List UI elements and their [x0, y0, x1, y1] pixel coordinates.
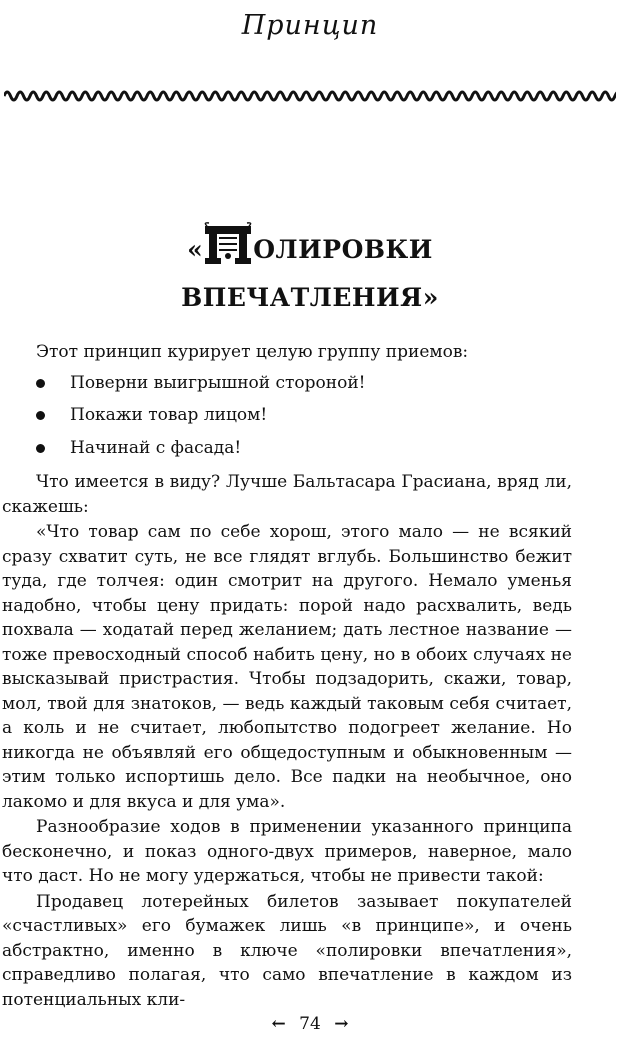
body-text	[2, 340, 606, 1013]
intro-paragraph: Этот принцип курирует целую группу приемов:	[36, 342, 469, 362]
ornamental-dropcap	[203, 222, 253, 266]
bullet-item	[36, 436, 606, 461]
bullet-icon	[36, 379, 45, 388]
page-number: 74	[299, 1014, 321, 1034]
running-header-title: Принцип	[241, 10, 379, 41]
chapter-title-line-1	[0, 222, 620, 274]
bullet-item	[36, 403, 606, 428]
chapter-title-line-2: ВПЕЧАТЛЕНИЯ»	[181, 283, 439, 312]
decorative-wave-divider	[4, 84, 616, 108]
bullet-text: Поверни выигрышной стороной!	[70, 372, 366, 393]
paragraph: Разнообразие ходов в применении указанного принципа бесконечно, и показ одного-двух примеров, наверное, мало что даст. Но не могу удержаться, чтобы не привести такой:	[2, 817, 572, 886]
paragraphs	[2, 470, 572, 1012]
paragraph: Продавец лотерейных билетов зазывает покупателей «счастливых» его бумажек лишь «в принципе», и очень абстрактно, именно в ключе «полировки впечатления», справедливо полагая, что само впечатление в каждом из потенциальных кли-	[2, 891, 572, 1010]
paragraph-quote: «Что товар сам по себе хорош, этого мало — не всякий сразу схватит суть, не все глядят вглубь. Большинство бежит туда, где толчея: один смотрит на другого. Немало уменья надобно, чтобы цену придать: порой надо расхвалить, ведь похвала — ходатай перед желанием; дать лестное название — тоже превосходный способ набить цену, но в обоих случаях не высказывай пристрастия. Чтобы подзадорить, скажи, товар, мол, твой для знатоков, — ведь каждый таковым себя считает, а коль и не считает, любопытство подогреет желание. Но никогда не объявляй его общедоступным и обыкновенным — этим только испортишь дело. Все падки на необычное, оно лакомо и для вкуса и для ума».	[2, 522, 572, 812]
bullet-item	[36, 371, 606, 396]
open-quote: «	[187, 235, 204, 264]
bullet-text: Покажи товар лицом!	[70, 405, 268, 425]
chapter-title-line-1-text: ОЛИРОВКИ	[253, 235, 433, 264]
page-footer	[0, 1014, 620, 1034]
chapter-title	[0, 222, 620, 322]
bullet-list	[36, 371, 606, 461]
paragraph: Что имеется в виду? Лучше Бальтасара Грасиана, вряд ли, скажешь:	[2, 472, 572, 517]
bullet-icon	[36, 411, 45, 420]
bullet-text: Начинай с фасада!	[70, 437, 242, 458]
left-arrow-icon: ←	[271, 1014, 286, 1034]
bullet-icon	[36, 444, 45, 453]
right-arrow-icon: →	[334, 1014, 349, 1034]
